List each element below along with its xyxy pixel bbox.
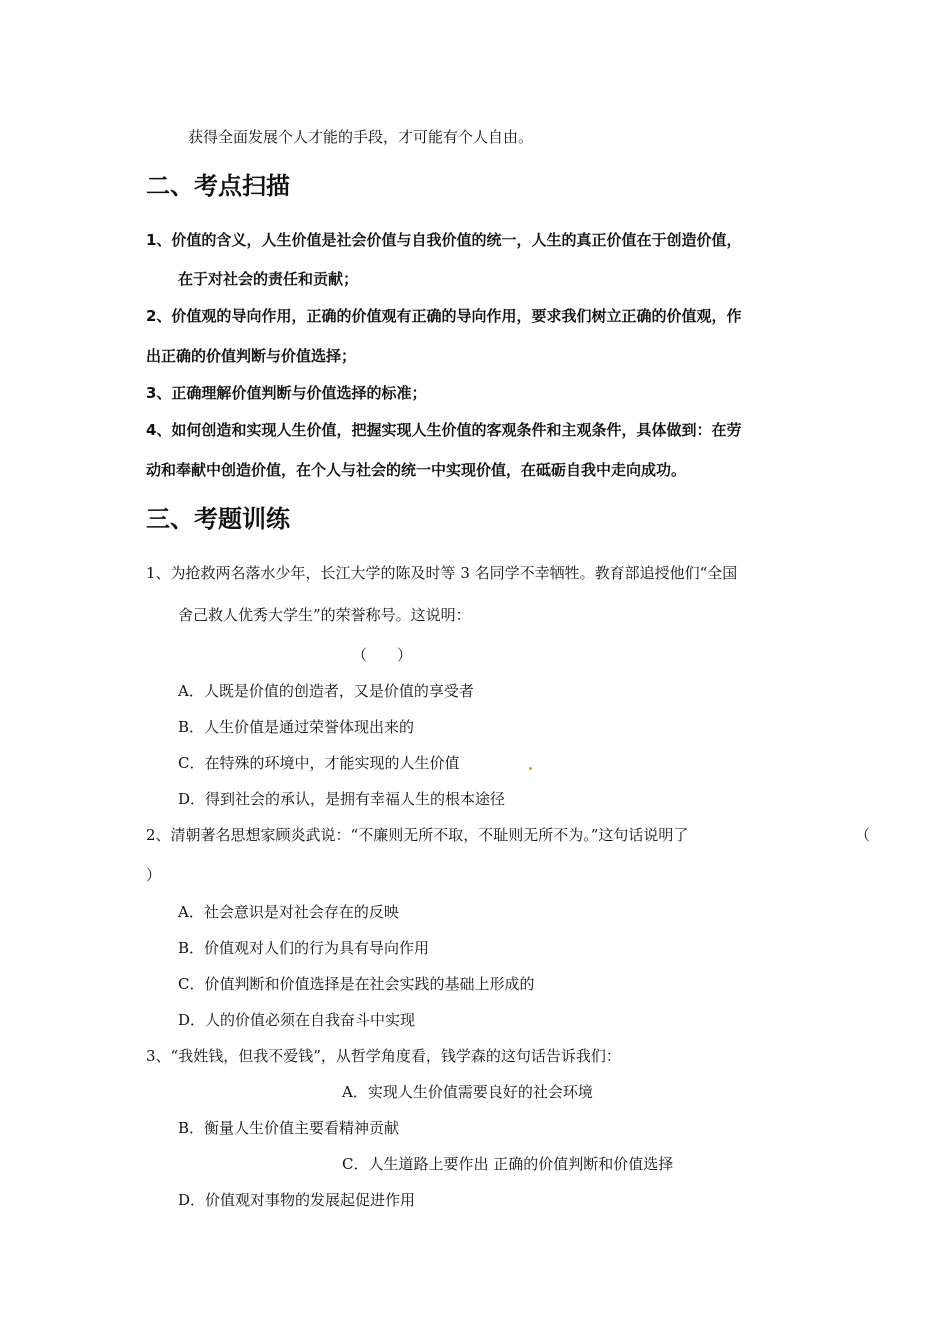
intro-continuation: 获得全面发展个人才能的手段，才可能有个人自由。: [188, 128, 534, 146]
q2-stem: 2、清朝著名思想家顾炎武说：“不廉则无所不取，不耻则无所不为。”这句话说明了: [146, 826, 689, 844]
q3-option-a: A．实现人生价值需要良好的社会环境: [342, 1083, 593, 1101]
q2-option-a: A．社会意识是对社会存在的反映: [178, 903, 399, 921]
q2-option-c: C．价值判断和价值选择是在社会实践的基础上形成的: [178, 975, 535, 993]
q1-stem-line-1: 1、为抢救两名落水少年，长江大学的陈及时等 3 名同学不幸牺牲。教育部追授他们“全国: [146, 564, 738, 582]
point-2-line-1: 2、价值观的导向作用，正确的价值观有正确的导向作用，要求我们树立正确的价值观，作: [146, 307, 742, 325]
point-3-line-1: 3、正确理解价值判断与价值选择的标准；: [146, 384, 427, 402]
q1-stem-line-2: 舍己救人优秀大学生”的荣誉称号。这说明：: [178, 606, 471, 624]
q1-option-b: B．人生价值是通过荣誉体现出来的: [178, 718, 415, 736]
section3-title: 三、考题训练: [146, 505, 290, 533]
point-2-line-2: 出正确的价值判断与价值选择；: [146, 347, 357, 365]
q3-option-b: B．衡量人生价值主要看精神贡献: [178, 1119, 400, 1137]
q2-bracket-open: （: [855, 826, 871, 844]
q1-option-a: A．人既是价值的创造者，又是价值的享受者: [178, 682, 474, 700]
point-1-line-1: 1、价值的含义，人生价值是社会价值与自我价值的统一，人生的真正价值在于创造价值，: [146, 231, 742, 249]
point-4-line-1: 4、如何创造和实现人生价值，把握实现人生价值的客观条件和主观条件，具体做到：在劳: [146, 421, 742, 439]
q1-option-d: D．得到社会的承认，是拥有幸福人生的根本途径: [178, 790, 506, 808]
point-4-line-2: 动和奉献中创造价值，在个人与社会的统一中实现价值，在砥砺自我中走向成功。: [146, 461, 687, 479]
q3-option-d: D．价值观对事物的发展起促进作用: [178, 1191, 416, 1209]
q1-answer-bracket: （ ）: [352, 646, 413, 664]
q2-option-b: B．价值观对人们的行为具有导向作用: [178, 939, 430, 957]
q3-stem: 3、“我姓钱，但我不爱钱”，从哲学角度看，钱学森的这句话告诉我们：: [146, 1047, 621, 1065]
stray-dot-mark: [529, 767, 532, 770]
q2-option-d: D．人的价值必须在自我奋斗中实现: [178, 1011, 416, 1029]
q2-bracket-close: ）: [146, 866, 162, 884]
q3-option-c: C．人生道路上要作出 正确的价值判断和价值选择: [342, 1155, 674, 1173]
q1-option-c: C．在特殊的环境中，才能实现的人生价值: [178, 754, 460, 772]
point-1-line-2: 在于对社会的责任和贡献；: [178, 270, 359, 288]
section2-title: 二、考点扫描: [146, 172, 290, 200]
